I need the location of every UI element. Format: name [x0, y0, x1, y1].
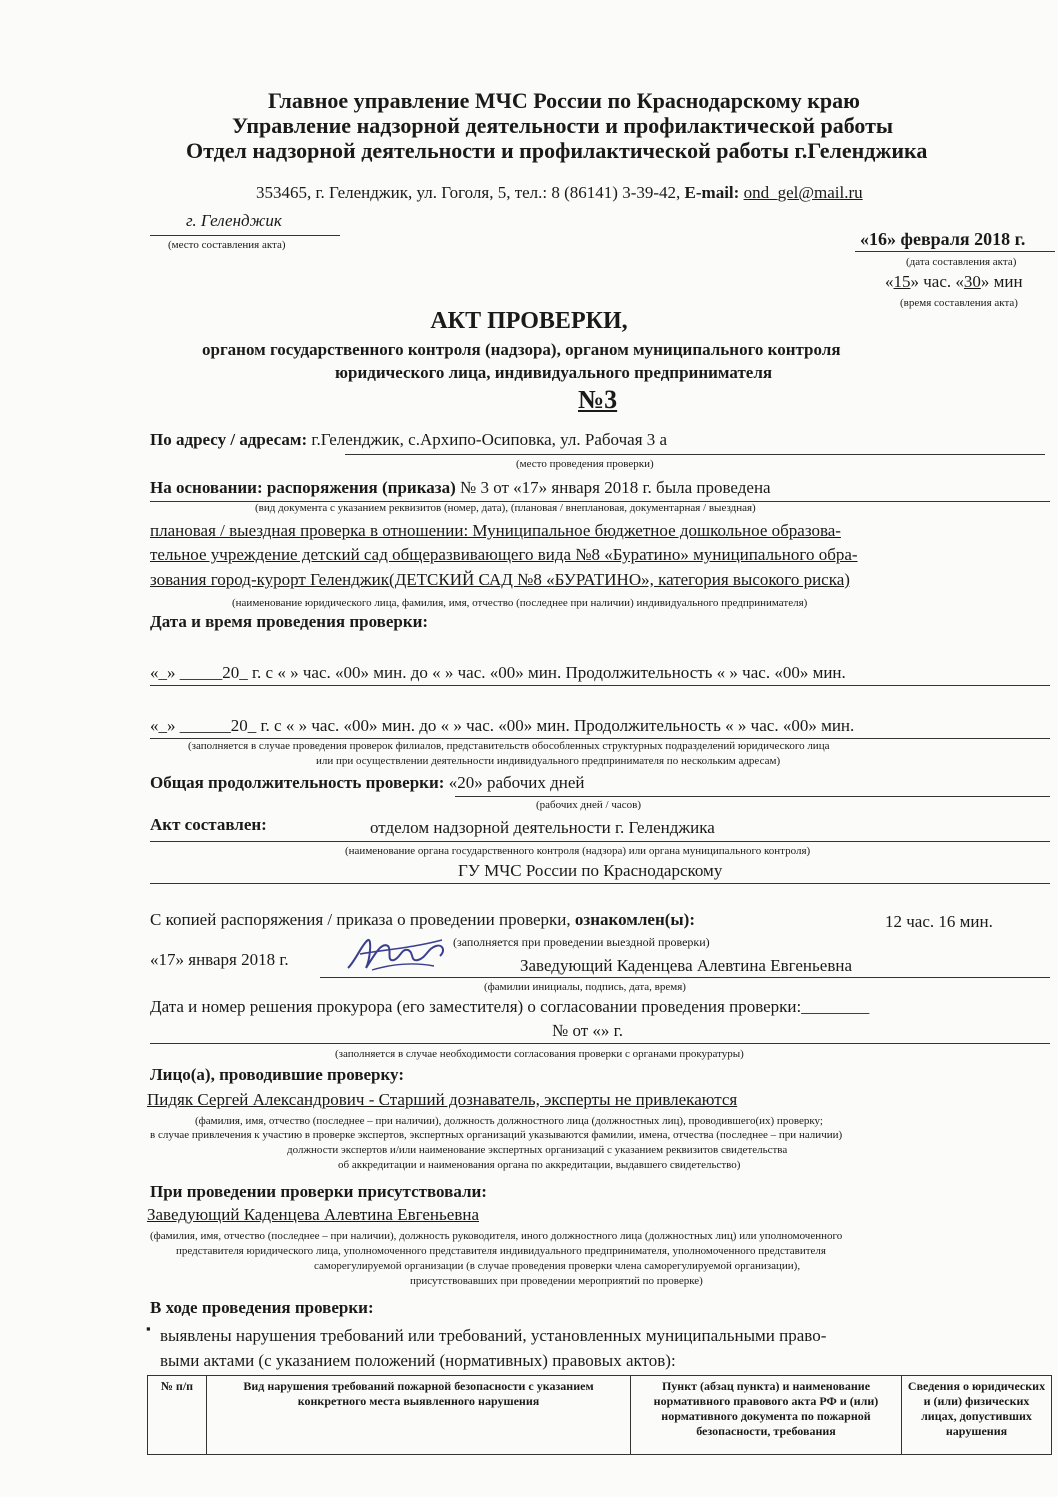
- table-col-clause: Пункт (абзац пункта) и наименование нормативного правового акта РФ и (или) нормативного документа по пожарной безопасности, требования: [631, 1376, 902, 1455]
- inspectors-caption-2: в случае привлечения к участию в проверке экспертов, экспертных организаций указываются фамилии, имена, отчества (последнее – при наличии): [150, 1129, 843, 1141]
- inspection-caption: (наименование юридического лица, фамилия, имя, отчество (последнее при наличии) индивидуального предпринимателя): [232, 597, 808, 609]
- duration-label: Общая продолжительность проверки:: [150, 773, 445, 792]
- compiled-value-2: ГУ МЧС России по Краснодарскому: [458, 861, 723, 880]
- table-col-persons: Сведения о юридических и (или) физических лицах, допустивших нарушения: [902, 1376, 1052, 1455]
- address-underline: [345, 454, 1045, 455]
- copy-bold: ознакомлен(ы):: [574, 910, 695, 929]
- copy-note: (заполняется при проведении выездной проверки): [453, 935, 710, 949]
- place-value: г. Геленджик: [186, 211, 282, 230]
- copy-time: 12 час. 16 мин.: [885, 912, 993, 931]
- during-label: В ходе проведения проверки:: [150, 1298, 374, 1317]
- datetime-caption-2: или при осуществлении деятельности индивидуального предпринимателя по нескольким адресам): [316, 755, 781, 767]
- copy-text: С копией распоряжения / приказа о проведении проверки,: [150, 910, 571, 929]
- basis-row: [150, 478, 771, 498]
- act-time: [885, 272, 1023, 292]
- present-value: Заведующий Каденцева Алевтина Евгеньевна: [147, 1205, 479, 1224]
- duration-value: «20» рабочих дней: [448, 773, 585, 792]
- header-line-2: Управление надзорной деятельности и профилактической работы: [232, 113, 894, 138]
- datetime-label: Дата и время проведения проверки:: [150, 612, 429, 631]
- act-time-minutes: 30: [963, 272, 981, 291]
- act-date: «16» февраля 2018 г.: [860, 229, 1026, 249]
- inspectors-caption-4: об аккредитации и наименования органа по аккредитации, выдавшего свидетельство): [338, 1159, 741, 1171]
- datetime-row-2-underline: [150, 738, 1050, 739]
- compiled-label: Акт составлен:: [150, 815, 267, 834]
- prosecutor-underline: [150, 1043, 1050, 1044]
- email-link[interactable]: ond_gel@mail.ru: [743, 183, 863, 202]
- table-col-violation: Вид нарушения требований пожарной безопасности с указанием конкретного места выявленного нарушения: [207, 1376, 631, 1455]
- address-text: 353465, г. Геленджик, ул. Гоголя, 5, тел.: 8 (86141) 3-39-42,: [256, 183, 681, 202]
- inspectors-caption-3: должности экспертов и/или наименование экспертных организаций с указанием реквизитов свидетельства: [287, 1144, 788, 1156]
- inspection-line-2: тельное учреждение детский сад общеразвивающего вида №8 «Буратино» муниципального обра-: [150, 545, 858, 564]
- inspectors-label: Лицо(а), проводившие проверку:: [150, 1065, 404, 1084]
- compiled-caption: (наименование органа государственного контроля (надзора) или органа муниципального контроля): [345, 845, 811, 857]
- copy-underline: [320, 977, 1050, 978]
- act-time-close: » мин: [980, 272, 1023, 291]
- copy-row: [150, 910, 695, 930]
- inspectors-caption-1: (фамилия, имя, отчество (последнее – при наличии), должность должностного лица (должностных лиц), проводившего(их) проверку;: [195, 1115, 823, 1127]
- act-time-caption: (время составления акта): [900, 297, 1018, 309]
- header-address: [256, 183, 863, 203]
- act-time-hours: 15: [893, 272, 911, 291]
- present-caption-2: представителя юридического лица, уполномоченного представителя индивидуального предпринимателя, уполномоченного представителя: [176, 1245, 826, 1257]
- violations-table: [147, 1375, 1052, 1455]
- act-number: №3: [578, 385, 618, 414]
- basis-label: На основании: распоряжения (приказа): [150, 478, 456, 497]
- present-caption-1: (фамилия, имя, отчество (последнее – при наличии), должность руководителя, иного должностного лица (должностных лиц) или уполномоченного: [150, 1230, 843, 1242]
- address-value: г.Геленджик, с.Архипо-Осиповка, ул. Рабочая 3 а: [311, 430, 668, 449]
- during-line-2: выми актами (с указанием положений (нормативных) правовых актов):: [160, 1351, 676, 1370]
- prosecutor-caption: (заполняется в случае необходимости согласования проверки с органами прокуратуры): [335, 1048, 744, 1060]
- during-line-1: выявлены нарушения требований или требований, установленных муниципальными право-: [160, 1326, 827, 1345]
- compiled-value-1: отделом надзорной деятельности г. Геленджика: [370, 818, 715, 837]
- datetime-caption-1: (заполняется в случае проведения проверок филиалов, представительств обособленных структурных подразделений юридического лица: [188, 740, 830, 752]
- header-line-3: Отдел надзорной деятельности и профилактической работы г.Геленджика: [186, 138, 928, 163]
- act-time-mid: » час. «: [910, 272, 964, 291]
- inspectors-value: Пидяк Сергей Александрович - Старший дознаватель, эксперты не привлекаются: [147, 1090, 738, 1109]
- place-caption: (место составления акта): [168, 239, 286, 251]
- datetime-row-2: «_» ______20_ г. с « » час. «00» мин. до « » час. «00» мин. Продолжительность « » час. «00» мин.: [150, 716, 855, 735]
- table-header-row: [148, 1376, 1052, 1455]
- copy-date: «17» января 2018 г.: [150, 950, 289, 969]
- header-line-1: Главное управление МЧС России по Краснодарскому краю: [268, 88, 860, 113]
- basis-value: № 3 от «17» января 2018 г. была проведена: [459, 478, 771, 497]
- copy-signer: Заведующий Каденцева Алевтина Евгеньевна: [520, 956, 852, 975]
- prosecutor-label: Дата и номер решения прокурора (его заместителя) о согласовании проведения проверки:________: [150, 997, 870, 1016]
- bullet-icon: ▪: [146, 1321, 151, 1336]
- datetime-row-1: «_» _____20_ г. с « » час. «00» мин. до « » час. «00» мин. Продолжительность « » час. «00» мин.: [150, 663, 846, 682]
- act-time-open: «: [885, 272, 894, 291]
- address-caption: (место проведения проверки): [516, 458, 654, 470]
- datetime-row-1-underline: [150, 685, 1050, 686]
- duration-underline: [455, 796, 1050, 797]
- present-caption-4: присутствовавших при проведении мероприятий по проверке): [410, 1275, 703, 1287]
- act-title: АКТ ПРОВЕРКИ,: [430, 308, 628, 334]
- present-caption-3: саморегулируемой организации (в случае проведения проверки члена саморегулируемой организации),: [314, 1260, 801, 1272]
- signature-image: [342, 930, 452, 978]
- table-col-number: № п/п: [148, 1376, 207, 1455]
- address-label: По адресу / адресам:: [150, 430, 308, 449]
- prosecutor-value: № от «» г.: [552, 1021, 623, 1040]
- address-row: [150, 430, 667, 450]
- act-date-caption: (дата составления акта): [906, 256, 1017, 268]
- present-label: При проведении проверки присутствовали:: [150, 1182, 487, 1201]
- act-subtitle-1: органом государственного контроля (надзора), органом муниципального контроля: [202, 340, 841, 359]
- inspection-line-1: плановая / выездная проверка в отношении: Муниципальное бюджетное дошкольное образова-: [150, 521, 841, 540]
- act-date-underline: [855, 251, 1055, 252]
- duration-caption: (рабочих дней / часов): [536, 799, 641, 811]
- inspection-line-3: зования город-курорт Геленджик(ДЕТСКИЙ САД №8 «БУРАТИНО», категория высокого риска): [150, 570, 850, 589]
- email-label: E-mail:: [684, 183, 740, 202]
- duration-row: [150, 773, 584, 793]
- copy-caption: (фамилии инициалы, подпись, дата, время): [484, 981, 686, 993]
- act-subtitle-2: юридического лица, индивидуального предпринимателя: [335, 363, 773, 382]
- compiled-underline-2: [150, 883, 1050, 884]
- basis-caption: (вид документа с указанием реквизитов (номер, дата), (плановая / внеплановая, документарная / выездная): [255, 502, 756, 514]
- compiled-underline-1: [150, 841, 1050, 842]
- place-underline: [150, 235, 340, 236]
